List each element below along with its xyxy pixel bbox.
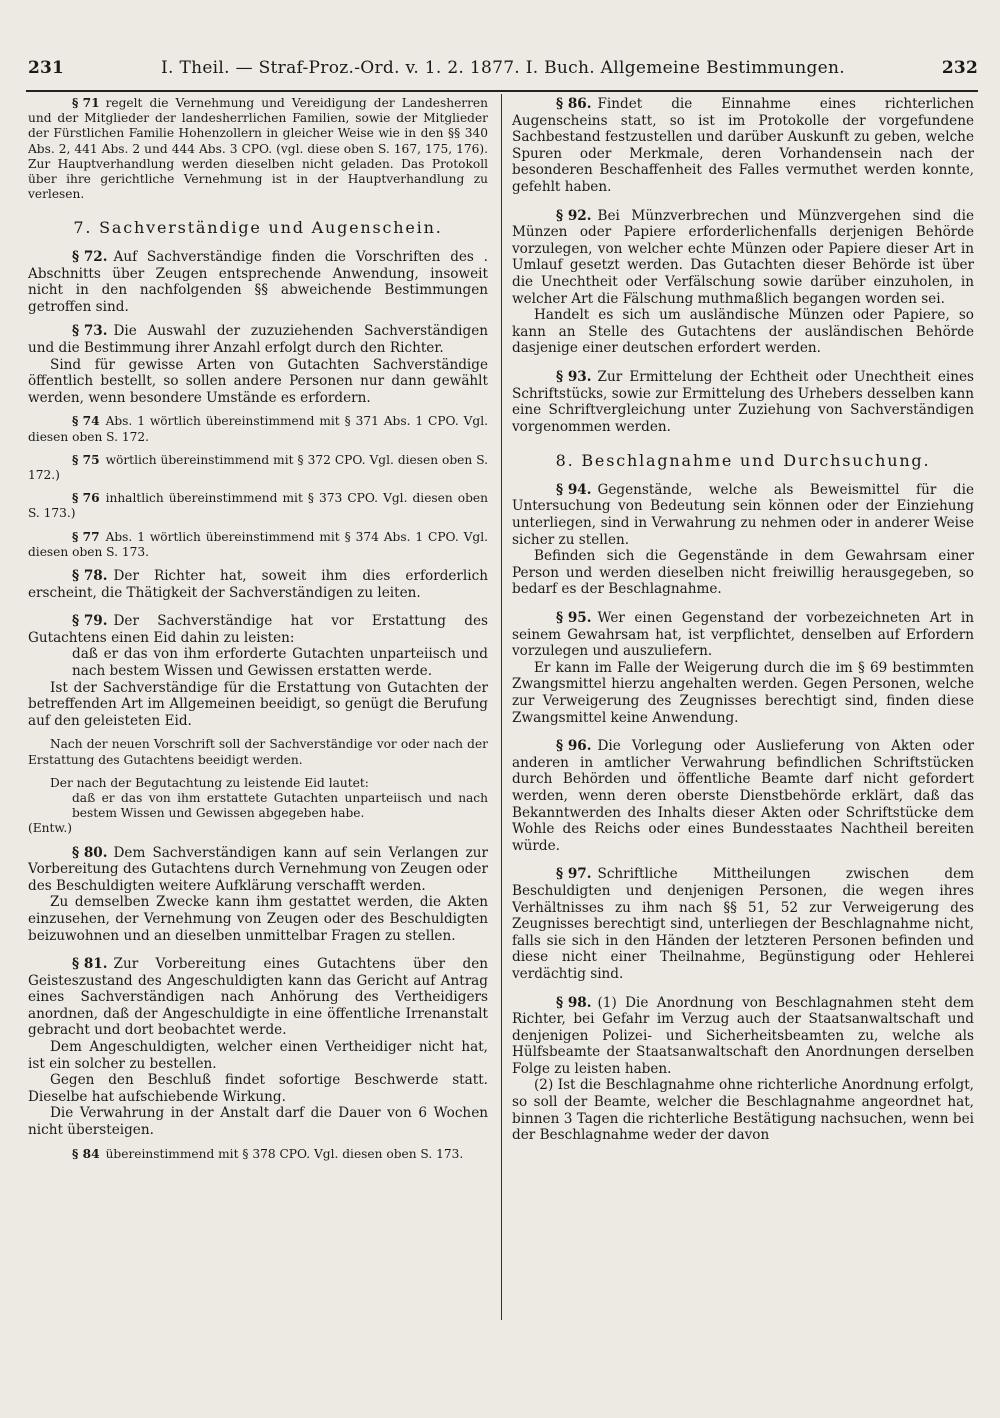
paragraph-81-d: Die Verwahrung in der Anstalt darf die Dauer von 6 Wochen nicht übersteigen. — [28, 1105, 488, 1139]
running-header — [28, 58, 978, 86]
paragraph-71: § 71 regelt die Vernehmung und Vereidigung der Landesherren und der Mitglieder der landesherrlichen Familien, sowie der Mitglieder der Fürstlichen Familie Hohenzollern in gleicher Weise wie in den §§ 340 Abs. 2, 441 Abs. 2 und 444 Abs. 3 CPO. (vgl. diese oben S. 167, 175, 176). Zur Hauptverhandlung werden dieselben nicht geladen. Das Protokoll über ihre gerichtliche Vernehmung ist in der Hauptverhandlung zu verlesen. — [28, 96, 488, 202]
section-number: § 96. — [556, 738, 592, 755]
paragraph-92: § 92. Bei Münzverbrechen und Münzvergehen sind die Münzen oder Papiere erforderlichenfalls derjenigen Behörde vorzulegen, von welcher echte Münzen oder Papiere dieser Art in Umlauf gesetzt werden. Das Gutachten dieser Behörde ist über die Unechtheit oder Verfälschung sowie darüber einzuholen, in welcher Art die Fälschung muthmaßlich begangen worden sei. — [512, 207, 974, 307]
note-79-1: Nach der neuen Vorschrift soll der Sachverständige vor oder nach der Erstattung des Gutachtens beeidigt werden. — [28, 737, 488, 767]
paragraph-75: § 75 wörtlich übereinstimmend mit § 372 CPO. Vgl. diesen oben S. 172.) — [28, 452, 488, 482]
right-column — [512, 96, 974, 1226]
section-number: § 77 — [72, 529, 100, 544]
section-number: § 94. — [556, 481, 592, 498]
paragraph-73: § 73. Die Auswahl der zuzuziehenden Sachverständigen und die Bestimmung ihrer Anzahl erfolgt durch den Richter. — [28, 323, 488, 356]
section-number: § 72. — [72, 249, 108, 266]
running-title: I. Theil. — Straf-Proz.-Ord. v. 1. 2. 1877. I. Buch. Allgemeine Bestimmungen. — [161, 58, 845, 78]
paragraph-80: § 80. Dem Sachverständigen kann auf sein Verlangen zur Vorbereitung des Gutachtens durch Vernehmung von Zeugen oder des Beschuldigten weitere Aufklärung verschafft werden. — [28, 844, 488, 894]
section-number: § 97. — [556, 866, 592, 883]
left-column — [28, 96, 488, 1296]
section-number: § 93. — [556, 368, 592, 385]
header-rule — [26, 90, 978, 92]
paragraph-81-c: Gegen den Beschluß findet sofortige Beschwerde statt. Dieselbe hat aufschiebende Wirkung. — [28, 1072, 488, 1105]
paragraph-72: § 72. Auf Sachverständige finden die Vorschriften des . Abschnitts über Zeugen entsprechende Anwendung, insoweit nicht in den nachfolgenden §§ abweichende Bestimmungen getroffen sind. — [28, 249, 488, 315]
section-number: § 80. — [72, 844, 108, 861]
section-number: § 95. — [556, 610, 592, 627]
paragraph-98-b: (2) Ist die Beschlagnahme ohne richterliche Anordnung erfolgt, so soll der Beamte, welcher die Beschlagnahme angeordnet hat, binnen 3 Tagen die richterliche Bestätigung nachsuchen, wenn bei der Beschlagnahme weder der davon — [512, 1077, 974, 1144]
paragraph-97: § 97. Schriftliche Mittheilungen zwischen dem Beschuldigten und denjenigen Personen, die wegen ihres Verhältnisses zu ihm nach §§ 51, 52 zur Verweigerung des Zeugnisses berechtigt sind, unterliegen der Beschlagnahme nicht, falls sie sich in den Händen der letzteren Personen befinden und diese nicht einer Theilnahme, Begünstigung oder Hehlerei verdächtig sind. — [512, 866, 974, 982]
paragraph-95: § 95. Wer einen Gegenstand der vorbezeichneten Art in seinem Gewahrsam hat, ist verpflichtet, denselben auf Erfordern vorzulegen und auszuliefern. — [512, 610, 974, 660]
section-heading-7: 7. Sachverständige und Augenschein. — [73, 218, 443, 238]
paragraph-80-b: Zu demselben Zwecke kann ihm gestattet werden, die Akten einzusehen, der Vernehmung von Zeugen oder des Beschuldigten beizuwohnen und an dieselben unmittelbar Fragen zu stellen. — [28, 894, 488, 944]
paragraph-86: § 86. Findet die Einnahme eines richterlichen Augenscheins statt, so ist im Protokolle der vorgefundene Sachbestand festzustellen und darüber Auskunft zu geben, welche Spuren oder Merkmale, deren Vorhandensein nach der besonderen Beschaffenheit des Falles vermuthet werden konnte, gefehlt haben. — [512, 96, 974, 195]
section-heading-8: 8. Beschlagnahme und Durchsuchung. — [555, 451, 931, 471]
section-number: § 78. — [72, 567, 108, 584]
paragraph-79: § 79. Der Sachverständige hat vor Erstattung des Gutachtens einen Eid dahin zu leisten: — [28, 613, 488, 646]
paragraph-77: § 77 Abs. 1 wörtlich übereinstimmend mit § 374 Abs. 1 CPO. Vgl. diesen oben S. 173. — [28, 529, 488, 559]
paragraph-96: § 96. Die Vorlegung oder Auslieferung von Akten oder anderen in amtlicher Verwahrung befindlichen Schriftstücken durch Behörden und öffentliche Beamte darf nicht gefordert werden, wenn deren oberste Dienstbehörde erklärt, daß das Bekanntwerden des Inhalts dieser Akten oder Schriftstücke dem Wohle des Reichs oder eines Bundesstaates Nachtheil bereiten würde. — [512, 738, 974, 854]
section-number: § 79. — [72, 613, 108, 630]
left-page-number: 231 — [28, 58, 65, 78]
section-number: § 71 — [72, 96, 100, 110]
column-divider — [501, 94, 502, 1320]
paragraph-74: § 74 Abs. 1 wörtlich übereinstimmend mit § 371 Abs. 1 CPO. Vgl. diesen oben S. 172. — [28, 414, 488, 444]
paragraph-98: § 98. (1) Die Anordnung von Beschlagnahmen steht dem Richter, bei Gefahr im Verzug auch der Staatsanwaltschaft und denjenigen Polizei- und Sicherheitsbeamten zu, welche als Hülfsbeamte der Staatsanwaltschaft den Anordnungen derselben Folge zu leisten haben. — [512, 994, 974, 1077]
note-79-2: Der nach der Begutachtung zu leistende Eid lautet: — [50, 775, 369, 790]
paragraph-84: § 84 übereinstimmend mit § 378 CPO. Vgl. diesen oben S. 173. — [28, 1147, 488, 1162]
section-number: § 73. — [72, 323, 108, 340]
paragraph-79-b: Ist der Sachverständige für die Erstattung von Gutachten der betreffenden Art im Allgemeinen beeidigt, so genügt die Berufung auf den geleisteten Eid. — [28, 679, 488, 729]
paragraph-76: § 76 inhaltlich übereinstimmend mit § 373 CPO. Vgl. diesen oben S. 173.) — [28, 491, 488, 521]
paragraph-81: § 81. Zur Vorbereitung eines Gutachtens über den Geisteszustand des Angeschuldigten kann das Gericht auf Antrag eines Sachverständigen nach Anhörung des Vertheidigers anordnen, daß der Angeschuldigte in eine öffentliche Irrenanstalt gebracht und dort beobachtet werde. — [28, 956, 488, 1039]
section-number: § 81. — [72, 956, 108, 973]
note-79-entw: (Entw.) — [28, 821, 73, 836]
section-number: § 86. — [556, 96, 592, 112]
section-number: § 76 — [72, 491, 100, 506]
section-number: § 75 — [72, 452, 100, 467]
right-page-number: 232 — [941, 58, 978, 78]
section-number: § 98. — [556, 994, 592, 1011]
paragraph-94-b: Befinden sich die Gegenstände in dem Gewahrsam einer Person und werden dieselben nicht freiwillig herausgegeben, so bedarf es der Beschlagnahme. — [512, 548, 974, 598]
section-number: § 74 — [72, 414, 100, 429]
section-number: § 92. — [556, 207, 592, 224]
paragraph-73-b: Sind für gewisse Arten von Gutachten Sachverständige öffentlich bestellt, so sollen andere Personen nur dann gewählt werden, wenn besondere Umstände es erfordern. — [28, 356, 488, 406]
paragraph-95-b: Er kann im Falle der Weigerung durch die im § 69 bestimmten Zwangsmittel hierzu angehalten werden. Gegen Personen, welche zur Verweigerung des Zeugnisses berechtigt sind, finden diese Zwangsmittel keine Anwendung. — [512, 659, 974, 726]
note-79-3: daß er das von ihm erstattete Gutachten unparteiisch und nach bestem Wissen und Gewissen abgegeben habe. — [72, 790, 488, 821]
paragraph-92-b: Handelt es sich um ausländische Münzen oder Papiere, so kann an Stelle des Gutachtens der ausländischen Behörde dasjenige einer deutschen erfordert werden. — [512, 307, 974, 357]
paragraph-81-b: Dem Angeschuldigten, welcher einen Vertheidiger nicht hat, ist ein solcher zu bestellen. — [28, 1039, 488, 1072]
paragraph-94: § 94. Gegenstände, welche als Beweismittel für die Untersuchung von Bedeutung sein können oder der Einziehung unterliegen, sind in Verwahrung zu nehmen oder in anderer Weise sicher zu stellen. — [512, 481, 974, 548]
paragraph-78: § 78. Der Richter hat, soweit ihm dies erforderlich erscheint, die Thätigkeit der Sachverständigen zu leiten. — [28, 567, 488, 601]
paragraph-79-oath: daß er das von ihm erforderte Gutachten unparteiisch und nach bestem Wissen und Gewissen erstatten werde. — [72, 646, 488, 679]
section-number: § 84 — [72, 1146, 100, 1161]
paragraph-93: § 93. Zur Ermittelung der Echtheit oder Unechtheit eines Schriftstücks, sowie zur Ermittelung des Urhebers desselben kann eine Schriftvergleichung unter Zuziehung von Sachverständigen vorgenommen werden. — [512, 368, 974, 435]
